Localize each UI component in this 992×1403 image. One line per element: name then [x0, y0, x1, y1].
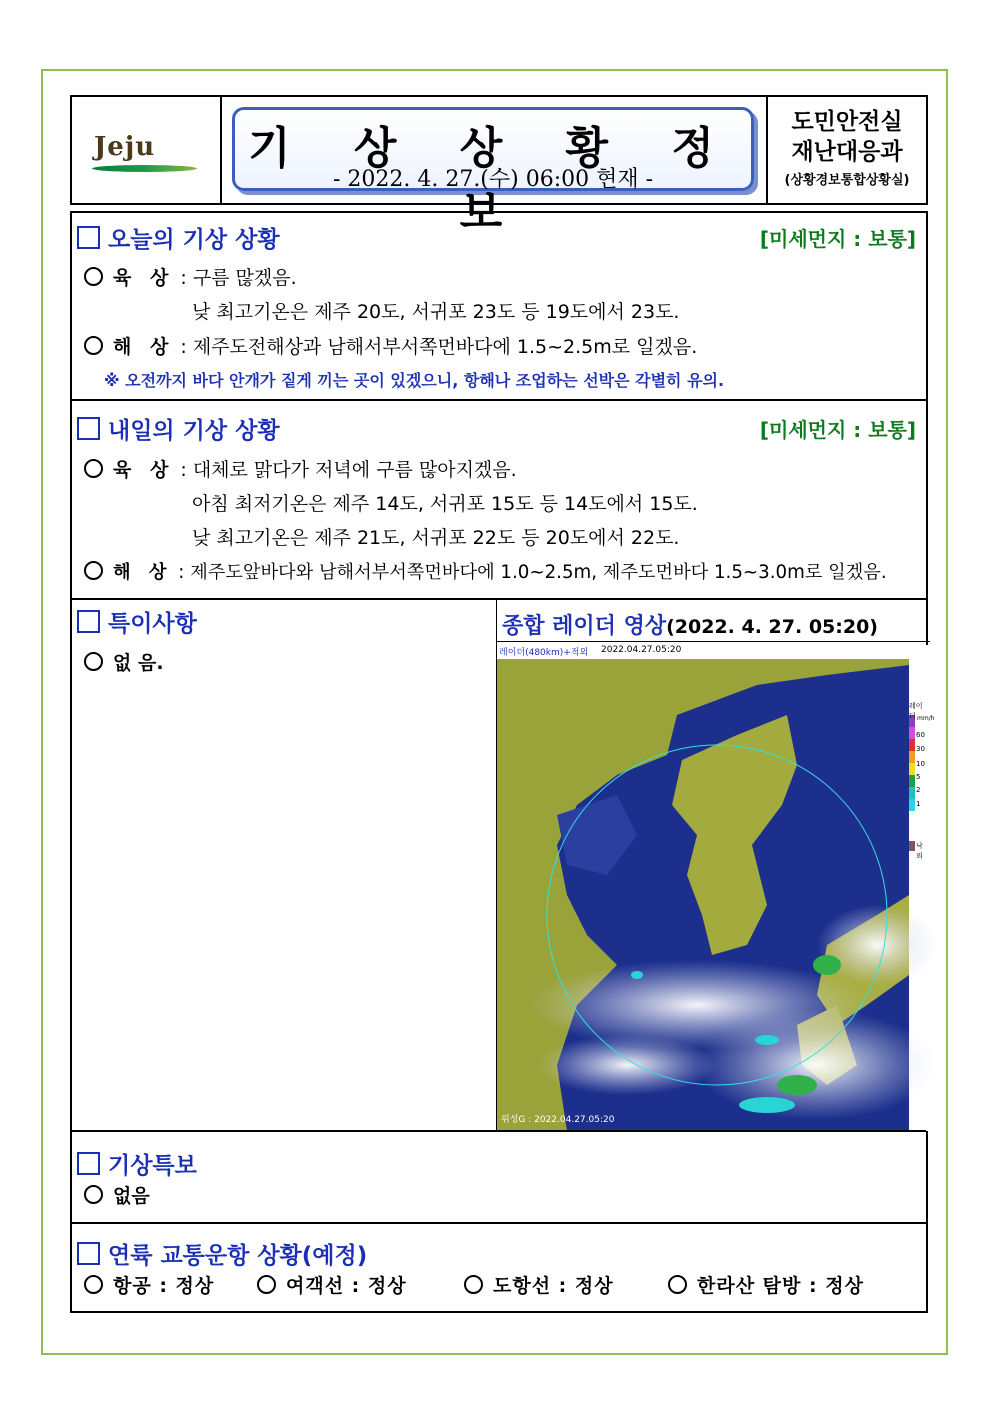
special-item: 없 음. — [84, 648, 164, 675]
today-land-line2: 낮 최고기온은 제주 20도, 서귀포 23도 등 19도에서 23도. — [192, 301, 680, 323]
circle-bullet-icon — [84, 459, 103, 478]
radar-title: 종합 레이더 영상(2022. 4. 27. 05:20) — [502, 614, 878, 639]
radar-legend-value: 1 — [916, 800, 921, 808]
transport-item-air: 항공 : 정상 — [84, 1271, 214, 1298]
radar-legend-value: 10 — [916, 760, 925, 768]
warning-item: 없음 — [84, 1181, 150, 1208]
radar-legend-value: 30 — [916, 745, 925, 753]
page-title: 기 상 상 황 정 보 — [248, 123, 738, 238]
transport-item-ferry: 여객선 : 정상 — [257, 1271, 407, 1298]
circle-bullet-icon — [84, 336, 103, 355]
department — [766, 97, 926, 203]
checkbox-icon — [77, 226, 100, 249]
tomorrow-section-title: 내일의 기상 상황 — [77, 412, 280, 445]
circle-bullet-icon — [84, 267, 103, 286]
radar-caption-top: 레이더(480km)+적외 — [499, 648, 589, 658]
radar-caption-bottom: 위성G : 2022.04.27.05:20 — [501, 1115, 615, 1125]
radar-divider — [496, 641, 930, 642]
tomorrow-fine-dust: [미세먼지 : 보통] — [759, 418, 916, 442]
transport-item-hallasan: 한라산 탐방 : 정상 — [668, 1271, 864, 1298]
tomorrow-sea-line: 해 상 : 제주도앞바다와 남해서부서쪽먼바다에 1.0~2.5m, 제주도먼바다 1.5~3.0m로 일겠음. — [84, 558, 887, 584]
title-banner — [232, 107, 754, 238]
transport-section-title: 연륙 교통운항 상황(예정) — [77, 1237, 367, 1270]
warning-section-title: 기상특보 — [77, 1147, 197, 1180]
header — [70, 95, 928, 238]
divider — [72, 1222, 926, 1224]
circle-bullet-icon — [84, 652, 103, 671]
checkbox-icon — [77, 1152, 100, 1175]
radar-legend-value: 60 — [916, 731, 925, 739]
department-line1: 도민안전실 — [791, 109, 903, 135]
radar-legend-unit: 레이더 — [909, 702, 923, 720]
today-sea-line: 해 상 : 제주도전해상과 남해서부서쪽먼바다에 1.5~2.5m로 일겠음. — [84, 332, 697, 359]
today-note: ※ 오전까지 바다 안개가 짙게 끼는 곳이 있겠으니, 항해나 조업하는 선박은 각별히 유의. — [104, 371, 725, 390]
transport-item-island-ferry: 도항선 : 정상 — [464, 1271, 614, 1298]
radar-map — [497, 645, 928, 1131]
tomorrow-land-line2: 아침 최저기온은 제주 14도, 서귀포 15도 등 14도에서 15도. — [192, 493, 698, 515]
circle-bullet-icon — [464, 1275, 483, 1294]
department-line2: 재난대응과 — [791, 139, 903, 165]
checkbox-icon — [77, 417, 100, 440]
radar-legend-unit2: mm/h — [917, 715, 935, 722]
tomorrow-land-line3: 낮 최고기온은 제주 21도, 서귀포 22도 등 20도에서 22도. — [192, 527, 680, 549]
radar-legend-value: 5 — [916, 773, 921, 781]
circle-bullet-icon — [668, 1275, 687, 1294]
today-fine-dust: [미세먼지 : 보통] — [759, 227, 916, 251]
circle-bullet-icon — [84, 1185, 103, 1204]
department-line3: (상황경보통합상황실) — [784, 173, 910, 188]
radar-legend-value: 2 — [916, 786, 921, 794]
today-section-title: 오늘의 기상 상황 — [77, 221, 280, 254]
tomorrow-land-line: 육 상 : 대체로 맑다가 저녁에 구름 많아지겠음. — [84, 455, 517, 482]
circle-bullet-icon — [84, 1275, 103, 1294]
content-box — [70, 211, 935, 1313]
logo — [72, 97, 222, 203]
circle-bullet-icon — [257, 1275, 276, 1294]
checkbox-icon — [77, 610, 100, 633]
radar-legend-lightning: 낙뢰 — [916, 842, 923, 860]
divider — [72, 1130, 926, 1132]
radar-image — [497, 645, 935, 1131]
logo-swoosh — [92, 165, 197, 172]
logo-text: Jeju — [94, 132, 156, 162]
divider — [72, 598, 926, 600]
checkbox-icon — [77, 1242, 100, 1265]
radar-caption-time: 2022.04.27.05:20 — [601, 645, 682, 655]
special-section-title: 특이사항 — [77, 605, 197, 638]
divider — [72, 399, 926, 401]
page-subtitle: - 2022. 4. 27.(수) 06:00 현재 - — [332, 167, 654, 192]
today-land-line: 육 상 : 구름 많겠음. — [84, 263, 297, 290]
circle-bullet-icon — [84, 561, 103, 580]
